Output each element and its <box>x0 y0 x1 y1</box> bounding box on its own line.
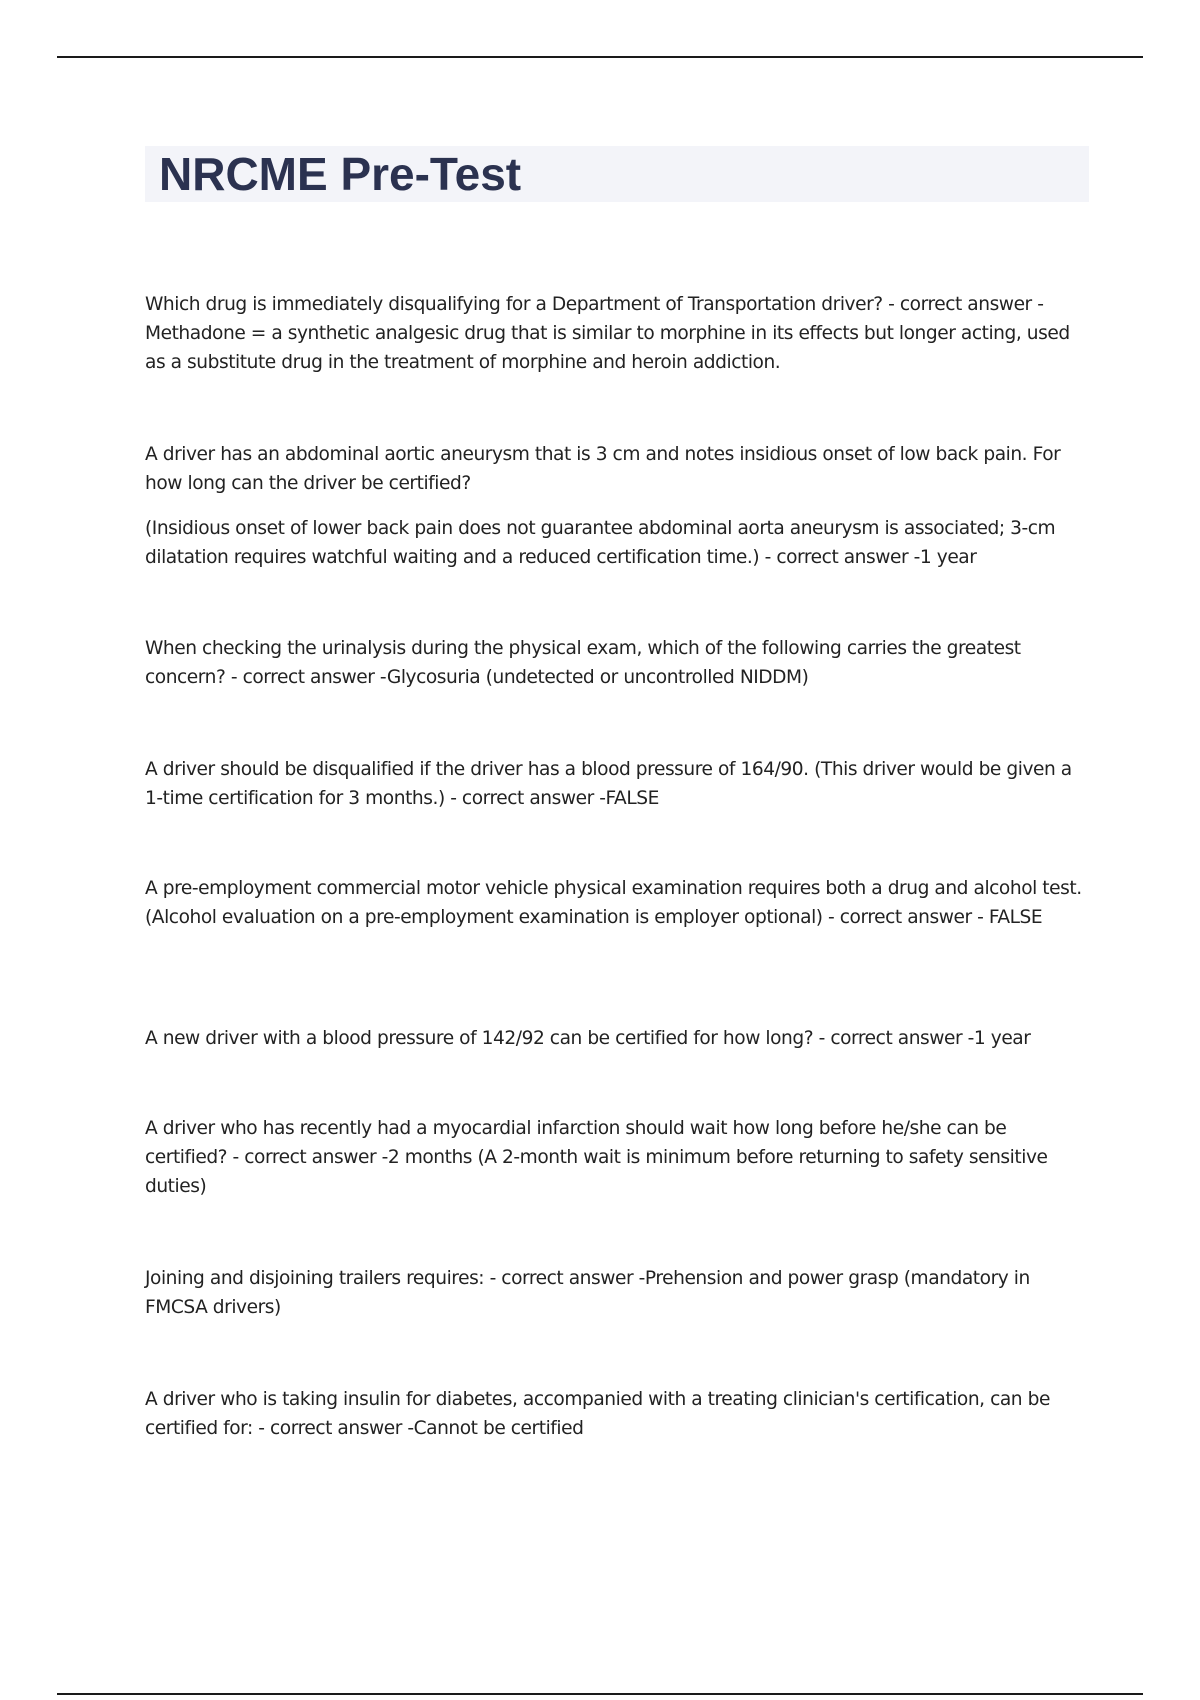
question-text: A new driver with a blood pressure of 142/92 can be certified for how long? - correct answer -1 year <box>145 1028 1031 1049</box>
question-4 <box>145 755 1085 813</box>
question-1 <box>145 290 1085 377</box>
question-2 <box>145 440 1085 572</box>
question-text: A driver who has recently had a myocardial infarction should wait how long before he/she can be certified? - correct answer -2 months (A 2-month wait is minimum before returning to safety sensitive duties) <box>145 1118 1048 1197</box>
question-text: A pre-employment commercial motor vehicle physical examination requires both a drug and alcohol test. (Alcohol evaluation on a pre-employment examination is employer optional) - correct answer - FALSE <box>145 878 1082 928</box>
title-band <box>145 146 1089 202</box>
page-title: NRCME Pre-Test <box>159 148 522 200</box>
question-text: Which drug is immediately disqualifying for a Department of Transportation driver? - correct answer - Methadone = a synthetic analgesic drug that is similar to morphine in its effects but longer acting, used as a substitute drug in the treatment of morphine and heroin addiction. <box>145 294 1070 373</box>
question-5 <box>145 874 1085 932</box>
question-explanation: (Insidious onset of lower back pain does not guarantee abdominal aorta aneurysm is associated; 3-cm dilatation requires watchful waiting and a reduced certification time.) - correct answer -1 year <box>145 518 1056 568</box>
bottom-rule <box>57 1693 1143 1695</box>
question-8 <box>145 1264 1085 1322</box>
question-text: When checking the urinalysis during the physical exam, which of the following carries the greatest concern? - correct answer -Glycosuria (undetected or uncontrolled NIDDM) <box>145 638 1021 688</box>
question-text: A driver has an abdominal aortic aneurysm that is 3 cm and notes insidious onset of low back pain. For how long can the driver be certified? <box>145 444 1061 494</box>
question-text: A driver should be disqualified if the driver has a blood pressure of 164/90. (This driver would be given a 1-time certification for 3 months.) - correct answer -FALSE <box>145 759 1072 809</box>
question-9 <box>145 1385 1085 1443</box>
question-text: Joining and disjoining trailers requires: - correct answer -Prehension and power grasp (mandatory in FMCSA drivers) <box>145 1268 1030 1318</box>
question-6 <box>145 1024 1085 1053</box>
question-7 <box>145 1114 1085 1201</box>
question-3 <box>145 634 1085 692</box>
top-rule <box>57 56 1143 58</box>
question-text: A driver who is taking insulin for diabetes, accompanied with a treating clinician's certification, can be certified for: - correct answer -Cannot be certified <box>145 1389 1050 1439</box>
